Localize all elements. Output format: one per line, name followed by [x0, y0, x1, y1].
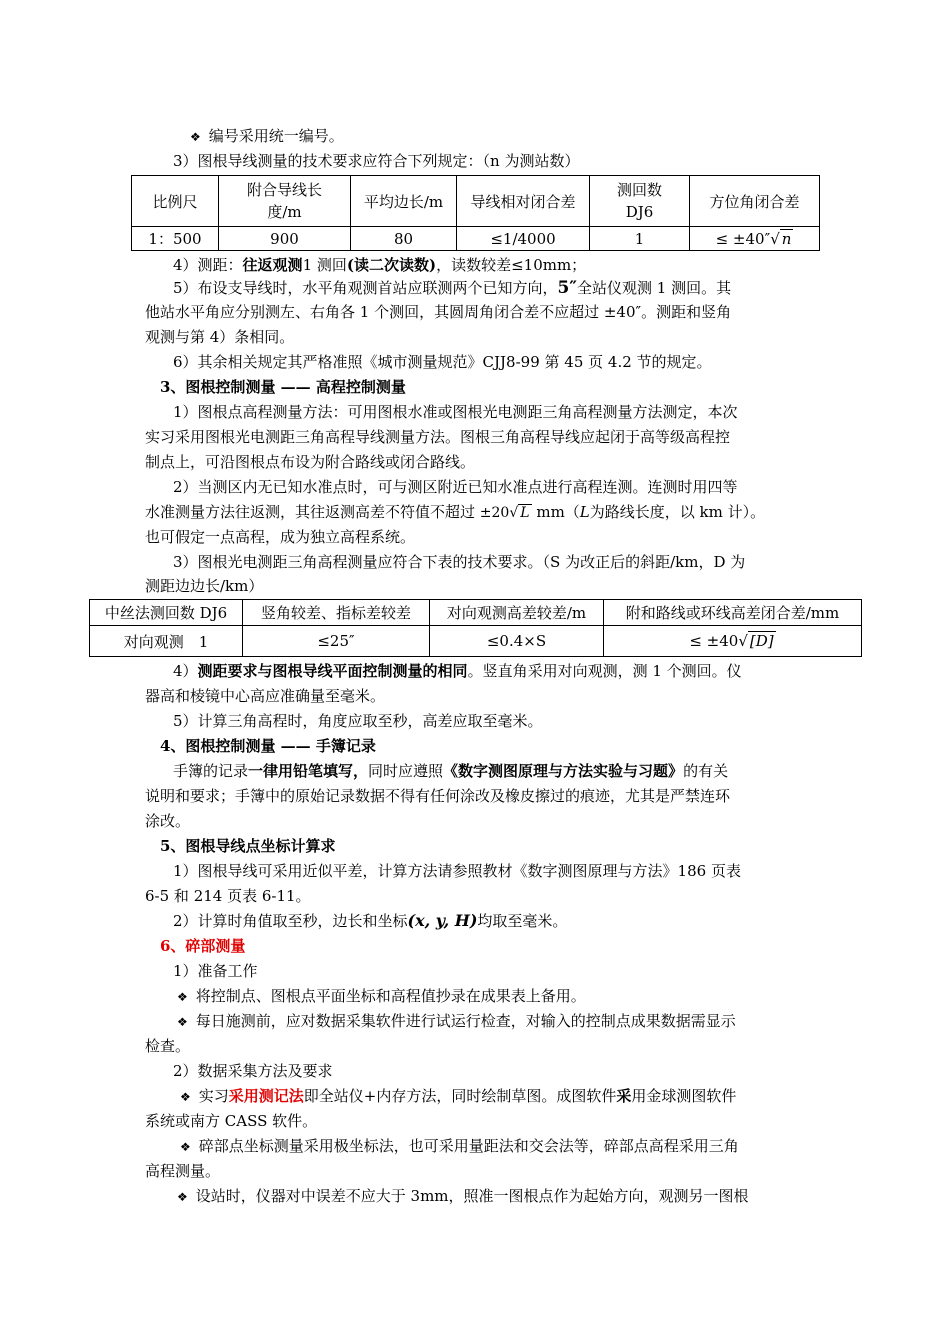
table-row [132, 227, 820, 251]
paragraph-line: 1）准备工作 [173, 962, 258, 980]
paragraph-line: 2）计算时角值取至秒，边长和坐标(x, y, H)均取至毫米。 [173, 911, 568, 930]
paragraph-line: 2）当测区内无已知水准点时，可与测区附近已知水准点进行高程连测。连测时用四等 [173, 478, 738, 496]
table-cell: 1 [590, 227, 690, 251]
table-header-cell: 平均边长/m [351, 176, 457, 227]
paragraph-line: 说明和要求；手簿中的原始记录数据不得有任何涂改及橡皮擦过的痕迹，尤其是严禁连环 [145, 787, 731, 805]
paragraph-line: 6）其余相关规定其严格准照《城市测量规范》CJJ8-99 第 45 页 4.2 节的规定。 [173, 353, 712, 371]
table-header-row [90, 600, 862, 626]
paragraph-line: 检查。 [145, 1037, 191, 1055]
bullet-icon: ❖ [177, 990, 188, 1004]
bullet-line: ❖ 每日施测前，应对数据采集软件进行试运行检查，对输入的控制点成果数据需显示 [177, 1012, 736, 1030]
paragraph-line: 4）测距要求与图根导线平面控制测量的相同。竖直角采用对向观测，测 1 个测回。仪 [173, 662, 742, 680]
table-cell: ≤25″ [243, 626, 430, 657]
table-row [90, 626, 862, 657]
paragraph-line: 5）布设支导线时，水平角观测首站应联测两个已知方向，5″全站仪观测 1 测回。其 [173, 278, 732, 298]
bullet-icon: ❖ [177, 1190, 188, 1204]
table-cell: 80 [351, 227, 457, 251]
paragraph-line: 2）数据采集方法及要求 [173, 1062, 333, 1080]
bullet-line: ❖ 碎部点坐标测量采用极坐标法，也可采用量距法和交会法等，碎部点高程采用三角 [180, 1137, 739, 1155]
table-cell: ≤ ±40√ [D] [604, 626, 862, 657]
paragraph-line: 他站水平角应分别测左、右角各 1 个测回，其圆周角闭合差不应超过 ±40″。测距和竖角 [145, 303, 732, 321]
paragraph-line: 器高和棱镜中心高应准确量至毫米。 [145, 687, 386, 705]
bullet-line: ❖ 将控制点、图根点平面坐标和高程值抄录在成果表上备用。 [177, 987, 586, 1005]
section-heading: 4、图根控制测量 —— 手簿记录 [160, 737, 376, 755]
bullet-line: ❖ 编号采用统一编号。 [190, 127, 344, 145]
bullet-line: ❖ 实习采用测记法即全站仪+内存方法，同时绘制草图。成图软件采用金球测图软件 [180, 1087, 737, 1105]
bullet-icon: ❖ [180, 1090, 191, 1104]
paragraph-line: 涂改。 [145, 812, 191, 830]
table-cell: 1：500 [132, 227, 219, 251]
table-header-cell: 方位角闭合差 [690, 176, 820, 227]
trig-leveling-table [89, 599, 862, 657]
section-heading: 5、图根导线点坐标计算求 [160, 837, 336, 855]
table-header-cell: 竖角较差、指标差较差 [243, 600, 430, 626]
paragraph-line: 水准测量方法往返测，其往返测高差不符值不超过 ±20√ L mm（L为路线长度，以 km 计）。 [145, 503, 766, 521]
table-cell: ≤1/4000 [457, 227, 590, 251]
paragraph-line: 系统或南方 CASS 软件。 [145, 1112, 318, 1130]
paragraph-line: 高程测量。 [145, 1162, 221, 1180]
paragraph-line: 3）图根光电测距三角高程测量应符合下表的技术要求。（S 为改正后的斜距/km，D 为 [173, 553, 746, 571]
table-cell: ≤0.4×S [430, 626, 604, 657]
paragraph-line: 4）测距：往返观测1 测回(读二次读数)，读数较差≤10mm； [173, 256, 587, 274]
section-heading: 6、碎部测量 [160, 937, 246, 955]
paragraph-line: 手簿的记录一律用铅笔填写，同时应遵照《数字测图原理与方法实验与习题》的有关 [173, 762, 729, 780]
section-heading: 3、图根控制测量 —— 高程控制测量 [160, 378, 406, 396]
paragraph-line: 测距边边长/km） [145, 577, 264, 595]
table-cell: 对向观测 1 [90, 626, 243, 657]
paragraph-line: 实习采用图根光电测距三角高程导线测量方法。图根三角高程导线应起闭于高等级高程控 [145, 428, 731, 446]
paragraph-line: 1）图根点高程测量方法：可用图根水准或图根光电测距三角高程测量方法测定，本次 [173, 403, 738, 421]
paragraph-line: 观测与第 4）条相同。 [145, 328, 295, 346]
table-header-cell: 对向观测高差较差/m [430, 600, 604, 626]
paragraph-line: 6-5 和 214 页表 6-11。 [145, 887, 311, 905]
traverse-requirements-table [131, 175, 820, 251]
table-header-cell: 附和路线或环线高差闭合差/mm [604, 600, 862, 626]
table-cell: ≤ ±40″√ n [690, 227, 820, 251]
paragraph-line: 3）图根导线测量的技术要求应符合下列规定：（n 为测站数） [173, 152, 580, 170]
bullet-icon: ❖ [177, 1015, 188, 1029]
paragraph-line: 制点上，可沿图根点布设为附合路线或闭合路线。 [145, 453, 476, 471]
table-header-row [132, 176, 820, 227]
paragraph-line: 也可假定一点高程，成为独立高程系统。 [145, 528, 416, 546]
bullet-icon: ❖ [190, 130, 201, 144]
bullet-line: ❖ 设站时，仪器对中误差不应大于 3mm，照准一图根点作为起始方向，观测另一图根 [177, 1187, 749, 1205]
table-cell: 900 [219, 227, 351, 251]
paragraph-line: 1）图根导线可采用近似平差，计算方法请参照教材《数字测图原理与方法》186 页表 [173, 862, 741, 880]
table-header-cell: 导线相对闭合差 [457, 176, 590, 227]
table-header-cell: 中丝法测回数 DJ6 [90, 600, 243, 626]
paragraph-line: 5）计算三角高程时，角度应取至秒，高差应取至毫米。 [173, 712, 543, 730]
bullet-icon: ❖ [180, 1140, 191, 1154]
table-header-cell: 测回数 DJ6 [590, 176, 690, 227]
table-header-cell: 附合导线长 度/m [219, 176, 351, 227]
table-header-cell: 比例尺 [132, 176, 219, 227]
